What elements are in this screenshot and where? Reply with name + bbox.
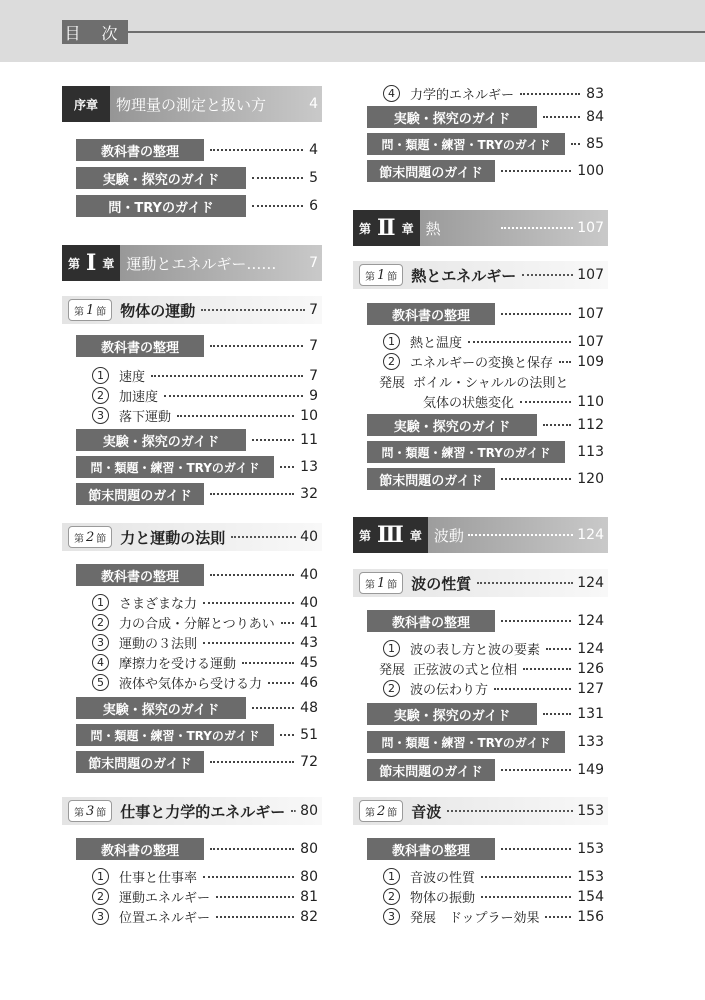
toc-entry bbox=[62, 406, 322, 425]
page-number: 81 bbox=[300, 888, 318, 905]
section-post: 節 bbox=[96, 306, 107, 318]
entry-text: 気体の状態変化 bbox=[423, 396, 515, 411]
chapter-header-joro bbox=[62, 86, 322, 122]
page-number: 84 bbox=[586, 109, 604, 125]
leader-dots bbox=[481, 876, 571, 878]
page-number: 72 bbox=[300, 754, 318, 770]
advanced-tag: 発展 bbox=[379, 663, 406, 678]
section-header bbox=[353, 569, 608, 597]
page-number: 40 bbox=[300, 567, 318, 583]
toc-label-row bbox=[353, 759, 608, 781]
toc-label-row bbox=[62, 456, 322, 478]
entry-number: 2 bbox=[92, 888, 109, 905]
toc-entry bbox=[353, 679, 608, 698]
page-number: 112 bbox=[577, 417, 604, 433]
entry-number: 3 bbox=[92, 634, 109, 651]
page-number: 85 bbox=[586, 136, 604, 152]
section-number: 1 bbox=[86, 302, 95, 318]
page-number: 51 bbox=[300, 727, 318, 743]
section-number: 1 bbox=[377, 575, 386, 591]
section-badge bbox=[359, 572, 403, 594]
section-title: 音波 bbox=[411, 802, 442, 821]
leader-dots bbox=[242, 662, 294, 664]
toc-entry bbox=[353, 332, 608, 351]
entry-text: 物体の振動 bbox=[410, 891, 476, 906]
page-number: 107 bbox=[577, 306, 604, 322]
leader-dots bbox=[216, 896, 294, 898]
page-number: 43 bbox=[300, 634, 318, 651]
chapter-prefix bbox=[353, 517, 428, 553]
toc-label-row bbox=[62, 335, 322, 357]
entry-number: 3 bbox=[383, 908, 400, 925]
leader-dots bbox=[203, 876, 294, 878]
section-title: 力と運動の法則 bbox=[120, 528, 226, 547]
section-title: 仕事と力学的エネルギー bbox=[120, 802, 286, 821]
label-textbook: 教科書の整理 bbox=[76, 564, 204, 586]
label-end-problems: 節末問題のガイド bbox=[76, 751, 204, 773]
toc-label-row bbox=[62, 724, 322, 746]
label-experiment: 実験・探究のガイド bbox=[76, 167, 246, 189]
entry-text: ボイル・シャルルの法則と bbox=[413, 376, 569, 391]
leader-dots bbox=[520, 401, 571, 403]
chapter-header-2 bbox=[353, 210, 608, 246]
entry-text: 速度 bbox=[119, 370, 146, 385]
toc-entry-advanced bbox=[353, 659, 608, 678]
toc-label-row bbox=[62, 167, 322, 189]
section-header bbox=[62, 523, 322, 551]
entry-number: 1 bbox=[383, 868, 400, 885]
section-badge bbox=[68, 526, 112, 548]
entry-text: 位置エネルギー bbox=[119, 911, 211, 926]
entry-text: 波の表し方と波の要素 bbox=[410, 643, 541, 658]
page-number: 82 bbox=[300, 908, 318, 925]
leader-dots bbox=[477, 582, 573, 584]
leader-dots bbox=[210, 761, 294, 763]
entry-number: 1 bbox=[92, 367, 109, 384]
left-column bbox=[62, 0, 322, 1000]
label-textbook: 教科書の整理 bbox=[76, 335, 204, 357]
entry-number: 1 bbox=[383, 640, 400, 657]
label-textbook: 教科書の整理 bbox=[367, 610, 495, 632]
page-number: 153 bbox=[577, 841, 604, 857]
leader-dots bbox=[280, 734, 294, 736]
toc-label-row bbox=[353, 160, 608, 182]
entry-text: 発展 ドップラー効果 bbox=[410, 911, 540, 926]
leader-dots bbox=[501, 313, 571, 315]
leader-dots bbox=[203, 642, 294, 644]
label-experiment: 実験・探究のガイド bbox=[76, 429, 246, 451]
entry-text: 熱と温度 bbox=[410, 336, 463, 351]
entry-number: 2 bbox=[383, 680, 400, 697]
chapter-prefix: 序章 bbox=[62, 86, 110, 122]
toc-label-row bbox=[353, 468, 608, 490]
leader-dots bbox=[268, 682, 294, 684]
leader-dots bbox=[501, 170, 571, 172]
entry-text: 加速度 bbox=[119, 390, 159, 405]
section-pre: 第 bbox=[365, 807, 375, 819]
page-number: 156 bbox=[577, 908, 604, 925]
leader-dots bbox=[210, 149, 303, 151]
label-questions: 問・類題・練習・TRYのガイド bbox=[76, 724, 274, 746]
toc-entry bbox=[353, 352, 608, 371]
page-number: 13 bbox=[300, 459, 318, 475]
leader-dots bbox=[177, 415, 294, 417]
toc-label-row bbox=[62, 195, 322, 217]
entry-text: 液体や気体から受ける力 bbox=[119, 677, 263, 692]
entry-text: 摩擦力を受ける運動 bbox=[119, 657, 237, 672]
entry-number: 4 bbox=[383, 85, 400, 102]
section-number: 2 bbox=[377, 803, 386, 819]
entry-text: 運動の３法則 bbox=[119, 637, 198, 652]
leader-dots bbox=[201, 309, 305, 311]
toc-label-row bbox=[62, 838, 322, 860]
entry-text: 落下運動 bbox=[119, 410, 172, 425]
toc-label-row bbox=[62, 429, 322, 451]
entry-text: 力の合成・分解とつりあい bbox=[119, 617, 275, 632]
toc-label-row bbox=[353, 106, 608, 128]
label-experiment: 実験・探究のガイド bbox=[367, 414, 537, 436]
entry-text: 仕事と仕事率 bbox=[119, 871, 198, 886]
leader-dots bbox=[520, 93, 580, 95]
entry-text: 力学的エネルギー bbox=[410, 88, 515, 103]
leader-dots bbox=[252, 707, 294, 709]
label-textbook: 教科書の整理 bbox=[367, 838, 495, 860]
page-number: 149 bbox=[577, 762, 604, 778]
chapter-pre: 第 bbox=[359, 221, 372, 236]
leader-dots bbox=[210, 493, 294, 495]
leader-dots bbox=[210, 345, 303, 347]
section-post: 節 bbox=[387, 271, 398, 283]
section-badge bbox=[359, 800, 403, 822]
entry-number: 1 bbox=[383, 333, 400, 350]
section-header bbox=[62, 797, 322, 825]
toc-label-row bbox=[353, 610, 608, 632]
leader-dots bbox=[501, 848, 571, 850]
toc-entry bbox=[353, 84, 608, 103]
label-questions: 問・類題・練習・TRYのガイド bbox=[76, 456, 274, 478]
page-number: 110 bbox=[577, 393, 604, 410]
label-textbook: 教科書の整理 bbox=[76, 838, 204, 860]
page-number: 153 bbox=[577, 868, 604, 885]
toc-entry bbox=[62, 366, 322, 385]
leader-dots bbox=[210, 574, 294, 576]
section-page: 40 bbox=[300, 529, 318, 545]
page-number: 100 bbox=[577, 163, 604, 179]
toc-entry bbox=[62, 673, 322, 692]
toc-entry bbox=[353, 887, 608, 906]
toc-label-row bbox=[353, 441, 608, 463]
leader-dots bbox=[501, 478, 571, 480]
toc-label-row bbox=[353, 703, 608, 725]
leader-dots bbox=[468, 341, 571, 343]
leader-dots bbox=[231, 536, 296, 538]
chapter-pre: 第 bbox=[68, 256, 81, 271]
page-number: 10 bbox=[300, 407, 318, 424]
section-page: 124 bbox=[577, 575, 604, 591]
leader-dots bbox=[571, 143, 580, 145]
page-number: 45 bbox=[300, 654, 318, 671]
page-number: 80 bbox=[300, 841, 318, 857]
toc-label-row bbox=[353, 731, 608, 753]
page-number: 107 bbox=[577, 333, 604, 350]
toc-entry bbox=[62, 386, 322, 405]
page-number: 80 bbox=[300, 868, 318, 885]
chapter-prefix bbox=[353, 210, 420, 246]
chapter-page: 7 bbox=[309, 255, 318, 271]
toc-entry-advanced bbox=[353, 372, 608, 391]
chapter-header-1 bbox=[62, 245, 322, 281]
label-experiment: 実験・探究のガイド bbox=[76, 697, 246, 719]
chapter-numeral: Ⅰ bbox=[86, 250, 97, 276]
leader-dots bbox=[559, 361, 571, 363]
label-end-problems: 節末問題のガイド bbox=[367, 759, 495, 781]
leader-dots bbox=[151, 375, 303, 377]
chapter-title: 熱 bbox=[425, 219, 441, 238]
page-number: 6 bbox=[309, 198, 318, 214]
entry-text: さまざまな力 bbox=[119, 597, 198, 612]
leader-dots bbox=[203, 602, 294, 604]
chapter-post: 章 bbox=[102, 256, 115, 271]
label-questions: 問・類題・練習・TRYのガイド bbox=[367, 133, 565, 155]
toc-title: 目 次 bbox=[62, 20, 128, 44]
leader-dots bbox=[468, 534, 573, 536]
chapter-page: 124 bbox=[577, 527, 604, 543]
leader-dots bbox=[252, 177, 303, 179]
chapter-pre: 第 bbox=[359, 528, 372, 543]
entry-text: 波の伝わり方 bbox=[410, 683, 489, 698]
entry-text: エネルギーの変換と保存 bbox=[410, 356, 554, 371]
page-number: 133 bbox=[577, 734, 604, 750]
toc-label-row bbox=[353, 414, 608, 436]
section-badge bbox=[359, 264, 403, 286]
section-number: 2 bbox=[86, 529, 95, 545]
entry-number: 1 bbox=[92, 868, 109, 885]
entry-number: 1 bbox=[92, 594, 109, 611]
leader-dots bbox=[543, 713, 571, 715]
toc-entry bbox=[62, 613, 322, 632]
section-header bbox=[62, 296, 322, 324]
page-number: 46 bbox=[300, 674, 318, 691]
label-questions: 問・TRYのガイド bbox=[76, 195, 246, 217]
toc-label-row bbox=[353, 133, 608, 155]
toc-label-row bbox=[62, 751, 322, 773]
section-header bbox=[353, 797, 608, 825]
toc-entry bbox=[62, 593, 322, 612]
page-number: 83 bbox=[586, 85, 604, 102]
page-number: 48 bbox=[300, 700, 318, 716]
section-pre: 第 bbox=[74, 533, 84, 545]
chapter-page: 4 bbox=[309, 96, 318, 112]
page-number: 9 bbox=[309, 387, 318, 404]
leader-dots bbox=[545, 916, 571, 918]
toc-entry bbox=[353, 639, 608, 658]
chapter-post: 章 bbox=[401, 221, 414, 236]
page-number: 126 bbox=[577, 660, 604, 677]
chapter-post: 章 bbox=[409, 528, 422, 543]
page-number: 154 bbox=[577, 888, 604, 905]
toc-entry bbox=[353, 907, 608, 926]
advanced-tag: 発展 bbox=[379, 376, 406, 391]
toc-entry bbox=[62, 633, 322, 652]
section-number: 3 bbox=[86, 803, 95, 819]
entry-number: 2 bbox=[383, 353, 400, 370]
leader-dots bbox=[523, 668, 571, 670]
leader-dots bbox=[522, 274, 573, 276]
page-number: 41 bbox=[300, 614, 318, 631]
toc-label-row bbox=[353, 303, 608, 325]
section-page: 80 bbox=[300, 803, 318, 819]
section-page: 7 bbox=[309, 302, 318, 318]
leader-dots bbox=[252, 205, 303, 207]
toc-label-row bbox=[62, 697, 322, 719]
entry-number: 3 bbox=[92, 908, 109, 925]
right-column bbox=[353, 0, 608, 1000]
label-end-problems: 節末問題のガイド bbox=[76, 483, 204, 505]
entry-number: 4 bbox=[92, 654, 109, 671]
section-header bbox=[353, 261, 608, 289]
section-pre: 第 bbox=[365, 271, 375, 283]
page-number: 4 bbox=[309, 142, 318, 158]
section-title: 波の性質 bbox=[411, 574, 472, 593]
leader-dots bbox=[543, 116, 580, 118]
entry-text: 正弦波の式と位相 bbox=[413, 663, 518, 678]
section-title: 物体の運動 bbox=[120, 301, 196, 320]
leader-dots bbox=[501, 620, 571, 622]
label-questions: 問・類題・練習・TRYのガイド bbox=[367, 441, 565, 463]
page-number: 127 bbox=[577, 680, 604, 697]
leader-dots bbox=[252, 439, 294, 441]
label-questions: 問・類題・練習・TRYのガイド bbox=[367, 731, 565, 753]
section-post: 節 bbox=[387, 807, 398, 819]
chapter-header-3 bbox=[353, 517, 608, 553]
section-pre: 第 bbox=[74, 306, 84, 318]
toc-label-row bbox=[62, 564, 322, 586]
entry-number: 2 bbox=[92, 387, 109, 404]
page-number: 124 bbox=[577, 613, 604, 629]
label-experiment: 実験・探究のガイド bbox=[367, 703, 537, 725]
section-title: 熱とエネルギー bbox=[411, 266, 517, 285]
page-number: 113 bbox=[577, 444, 604, 460]
toc-entry bbox=[62, 867, 322, 886]
toc-entry bbox=[353, 867, 608, 886]
leader-dots bbox=[546, 648, 571, 650]
leader-dots bbox=[501, 769, 571, 771]
page-number: 11 bbox=[300, 432, 318, 448]
toc-label-row bbox=[62, 139, 322, 161]
leader-dots bbox=[291, 810, 296, 812]
section-post: 節 bbox=[96, 533, 107, 545]
label-end-problems: 節末問題のガイド bbox=[367, 468, 495, 490]
entry-number: 2 bbox=[92, 614, 109, 631]
leader-dots bbox=[501, 227, 573, 229]
leader-dots bbox=[210, 848, 294, 850]
toc-label-row bbox=[353, 838, 608, 860]
label-textbook: 教科書の整理 bbox=[367, 303, 495, 325]
leader-dots bbox=[447, 810, 573, 812]
chapter-title: 波動 bbox=[433, 526, 464, 545]
label-experiment: 実験・探究のガイド bbox=[367, 106, 537, 128]
leader-dots bbox=[481, 896, 571, 898]
section-number: 1 bbox=[377, 267, 386, 283]
section-post: 節 bbox=[387, 579, 398, 591]
leader-dots bbox=[164, 395, 303, 397]
page-number: 131 bbox=[577, 706, 604, 722]
entry-number: 2 bbox=[383, 888, 400, 905]
page-number: 109 bbox=[577, 353, 604, 370]
page-number: 120 bbox=[577, 471, 604, 487]
toc-entry bbox=[62, 887, 322, 906]
section-page: 107 bbox=[577, 267, 604, 283]
page-number: 32 bbox=[300, 486, 318, 502]
leader-dots bbox=[281, 622, 294, 624]
section-page: 153 bbox=[577, 803, 604, 819]
toc-label-row bbox=[62, 483, 322, 505]
page-number: 124 bbox=[577, 640, 604, 657]
chapter-numeral: Ⅱ bbox=[377, 215, 396, 241]
chapter-numeral: Ⅲ bbox=[377, 522, 404, 548]
leader-dots bbox=[280, 466, 294, 468]
section-post: 節 bbox=[96, 807, 107, 819]
chapter-page: 107 bbox=[577, 220, 604, 236]
toc-entry-continuation bbox=[353, 392, 608, 411]
section-badge bbox=[68, 299, 112, 321]
page-number: 7 bbox=[309, 367, 318, 384]
section-badge bbox=[68, 800, 112, 822]
leader-dots bbox=[543, 424, 571, 426]
page-number: 7 bbox=[309, 338, 318, 354]
label-textbook: 教科書の整理 bbox=[76, 139, 204, 161]
entry-number: 5 bbox=[92, 674, 109, 691]
leader-dots bbox=[494, 688, 571, 690]
label-end-problems: 節末問題のガイド bbox=[367, 160, 495, 182]
leader-dots bbox=[216, 916, 294, 918]
chapter-title: 運動とエネルギー…… bbox=[126, 254, 277, 273]
entry-text: 音波の性質 bbox=[410, 871, 476, 886]
section-pre: 第 bbox=[74, 807, 84, 819]
chapter-title: 物理量の測定と扱い方 bbox=[116, 95, 267, 114]
entry-text: 運動エネルギー bbox=[119, 891, 211, 906]
entry-number: 3 bbox=[92, 407, 109, 424]
toc-entry bbox=[62, 907, 322, 926]
toc-entry bbox=[62, 653, 322, 672]
section-pre: 第 bbox=[365, 579, 375, 591]
page-number: 5 bbox=[309, 170, 318, 186]
chapter-prefix bbox=[62, 245, 120, 281]
page-number: 40 bbox=[300, 594, 318, 611]
